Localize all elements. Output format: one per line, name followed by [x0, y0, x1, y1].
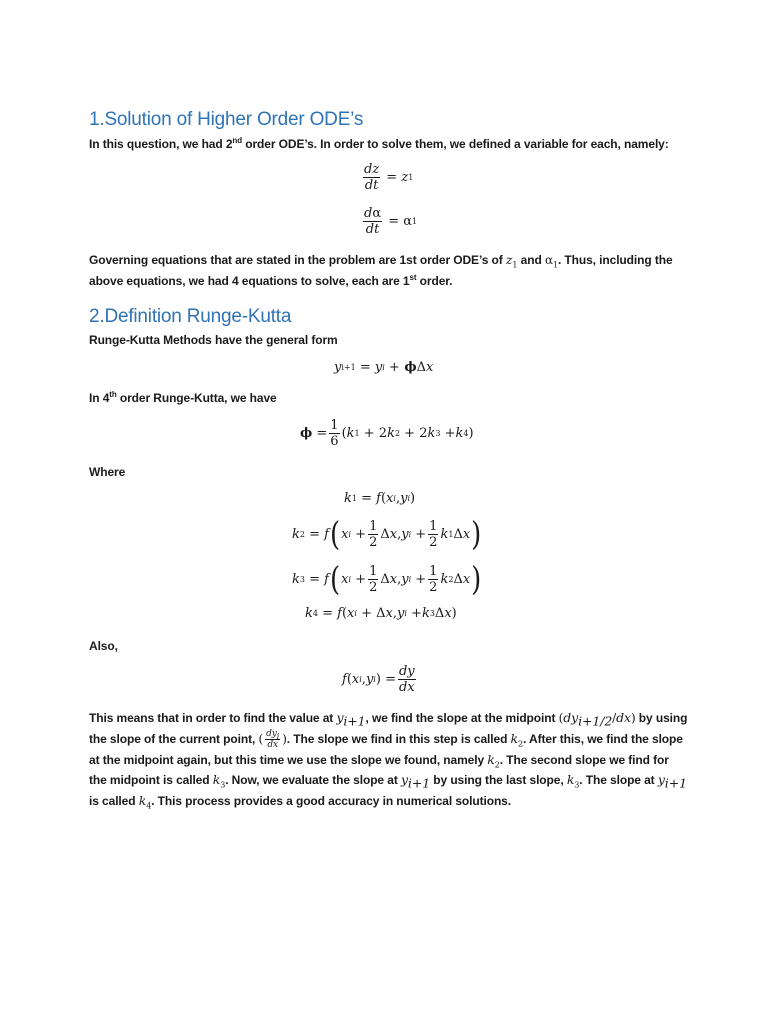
paragraph-also: Also, [89, 639, 118, 653]
equation-k4: k 4 = f ( x i + Δ x , y i + k 3 Δ x ) [305, 606, 457, 621]
equation-k2: k 2 = f ( x i + $\frac{1}{2}$ Δ x , y i + $\frac{1}{2}$ k 1 Δ x ) [292, 515, 482, 554]
equation-k1: k 1 = f ( x i , y i ) [344, 491, 416, 506]
section-heading-2: 2.Definition Runge-Kutta [89, 306, 292, 327]
equation-general-form: y i+1 = y i + ϕ Δ x [334, 360, 434, 375]
equation-f-definition: f ( x i , y i ) = $\frac{dy}{dx}$ [342, 664, 415, 695]
paragraph-fourth-order: In 4th order Runge-Kutta, we have [89, 390, 277, 405]
paragraph-general-form: Runge-Kutta Methods have the general form [89, 333, 338, 347]
paragraph-governing: Governing equations that are stated in the problem are 1st order ODE’s of $z_1$ and $\alpha_1$. Thus, including the above equations, we had 4 equations to solve, each are 1st order. [89, 252, 673, 288]
paragraph-where: Where [89, 465, 126, 479]
equation-dz-dt: $\frac{dz}{dt}$ = z 1 [364, 162, 414, 193]
paragraph-explanation: This means that in order to find the value at $y_{i+1}$, we find the slope at the midpoint $(dy_{i+1/2}/dx)$ by using the slope of the current point, ( $\frac{dy_i}{dx}$ ). The slope we find in this step is called $k_2$. After this, we find the slope at the midpoint again, but this time we use the slope we found, namely $k_2$. The second slope we find for the midpoint is called $k_3$. Now, we evaluate the slope at $y_{i+1}$ by using the last slope, $k_3$. The slope at $y_{i+1}$ is called $k_4$. This process provides a good accuracy in numerical solutions. [89, 710, 688, 811]
section-heading-1: 1.Solution of Higher Order ODE’s [89, 109, 364, 130]
equation-phi: ϕ = $\frac{1}{6}$ ( k 1 + 2 k 2 + 2 k 3 + k 4 ) [300, 418, 474, 449]
equation-dalpha-dt: $\frac{d\alpha}{dt}$ = α 1 [364, 206, 418, 237]
paragraph-intro: In this question, we had 2nd order ODE’s. In order to solve them, we defined a variable for each, namely: [89, 136, 669, 151]
equation-k3: k 3 = f ( x i + $\frac{1}{2}$ Δ x , y i + $\frac{1}{2}$ k 2 Δ x ) [292, 560, 482, 599]
